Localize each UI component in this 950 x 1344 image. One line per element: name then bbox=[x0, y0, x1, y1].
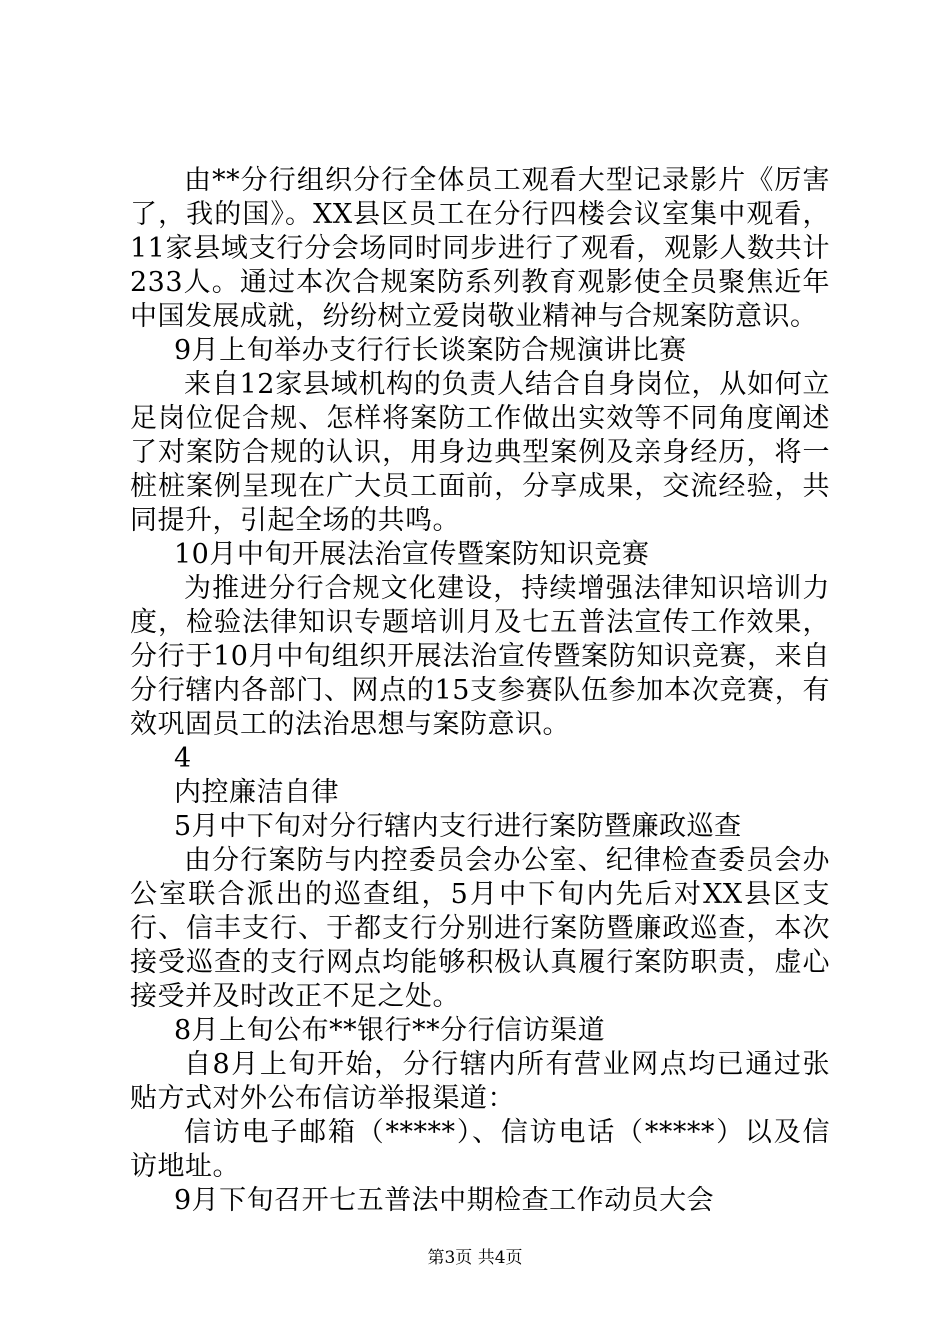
paragraph: 自8月上旬开始，分行辖内所有营业网点均已通过张贴方式对外公布信访举报渠道： bbox=[130, 1049, 830, 1114]
paragraph: 由**分行组织分行全体员工观看大型记录影片《厉害了，我的国》。XX县区员工在分行四楼会议室集中观看，11家县域支行分会场同时同步进行了观看，观影人数共计233人。通过本次合规案防系列教育观影使全员聚焦近年中国发展成就，纷纷树立爱岗敬业精神与合规案防意识。 bbox=[130, 165, 830, 332]
paragraph: 为推进分行合规文化建设，持续增强法律知识培训力度，检验法律知识专题培训月及七五普法宣传工作效果，分行于10月中旬组织开展法治宣传暨案防知识竞赛，来自分行辖内各部门、网点的15支参赛队伍参加本次竞赛，有效巩固员工的法治思想与案防意识。 bbox=[130, 573, 830, 740]
paragraph: 来自12家县域机构的负责人结合自身岗位，从如何立足岗位促合规、怎样将案防工作做出实效等不同角度阐述了对案防合规的认识，用身边典型案例及亲身经历，将一桩桩案例呈现在广大员工面前，分享成果，交流经验，共同提升，引起全场的共鸣。 bbox=[130, 369, 830, 536]
section-title: 内控廉洁自律 bbox=[174, 777, 339, 808]
paragraph: 信访电子邮箱（*****）、信访电话（*****）以及信访地址。 bbox=[130, 1117, 830, 1182]
paragraph: 由分行案防与内控委员会办公室、纪律检查委员会办公室联合派出的巡查组，5月中下旬内先后对XX县区支行、信丰支行、于都支行分别进行案防暨廉政巡查，本次接受巡查的支行网点均能够积极认真履行案防职责，虚心接受并及时改正不足之处。 bbox=[130, 845, 830, 1012]
section-heading: 8月上旬公布**银行**分行信访渠道 bbox=[174, 1015, 606, 1046]
section-heading: 9月上旬举办支行行长谈案防合规演讲比赛 bbox=[174, 335, 687, 366]
section-heading: 5月中下旬对分行辖内支行进行案防暨廉政巡查 bbox=[174, 811, 742, 842]
document-body bbox=[130, 164, 830, 1218]
section-number: 4 bbox=[174, 743, 192, 774]
section-heading: 9月下旬召开七五普法中期检查工作动员大会 bbox=[174, 1185, 715, 1216]
page-footer: 第3页 共4页 bbox=[427, 1248, 523, 1268]
section-heading: 10月中旬开展法治宣传暨案防知识竞赛 bbox=[174, 539, 650, 570]
